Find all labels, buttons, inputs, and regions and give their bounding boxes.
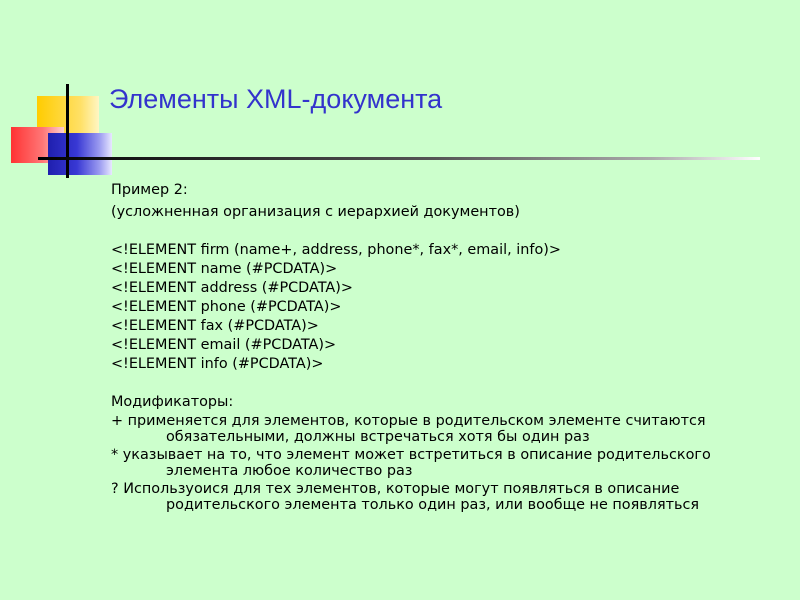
modifiers-label: Модификаторы: [111, 394, 234, 410]
example-description: (усложненная организация с иерархией документов) [111, 204, 520, 220]
title-underline [38, 157, 760, 160]
dtd-line: <!ELEMENT phone (#PCDATA)> [111, 299, 342, 315]
dtd-line: <!ELEMENT email (#PCDATA)> [111, 337, 337, 353]
spacer [111, 222, 776, 241]
dtd-line: <!ELEMENT fax (#PCDATA)> [111, 318, 319, 334]
modifier-item: ? Используоися для тех элементов, которые могут появляться в описание родительского элемента только один раз, или вообще не появляться [111, 481, 700, 513]
modifier-item: + применяется для элементов, которые в родительском элементе считаются обязательными, должны встречаться хотя бы один раз [111, 413, 706, 445]
dtd-line: <!ELEMENT firm (name+, address, phone*, fax*, email, info)> [111, 242, 561, 258]
example-label: Пример 2: [111, 182, 188, 198]
dtd-line: <!ELEMENT info (#PCDATA)> [111, 356, 324, 372]
slide-content [111, 181, 776, 515]
decor-blue-square [48, 133, 112, 175]
dtd-line: <!ELEMENT name (#PCDATA)> [111, 261, 338, 277]
spacer [111, 374, 776, 393]
dtd-line: <!ELEMENT address (#PCDATA)> [111, 280, 353, 296]
decor-vertical-line [66, 84, 69, 178]
slide-title: Элементы XML-документа [109, 84, 443, 114]
modifier-item: * указывает на то, что элемент может встретиться в описание родительского элемента любое количество раз [111, 447, 711, 479]
